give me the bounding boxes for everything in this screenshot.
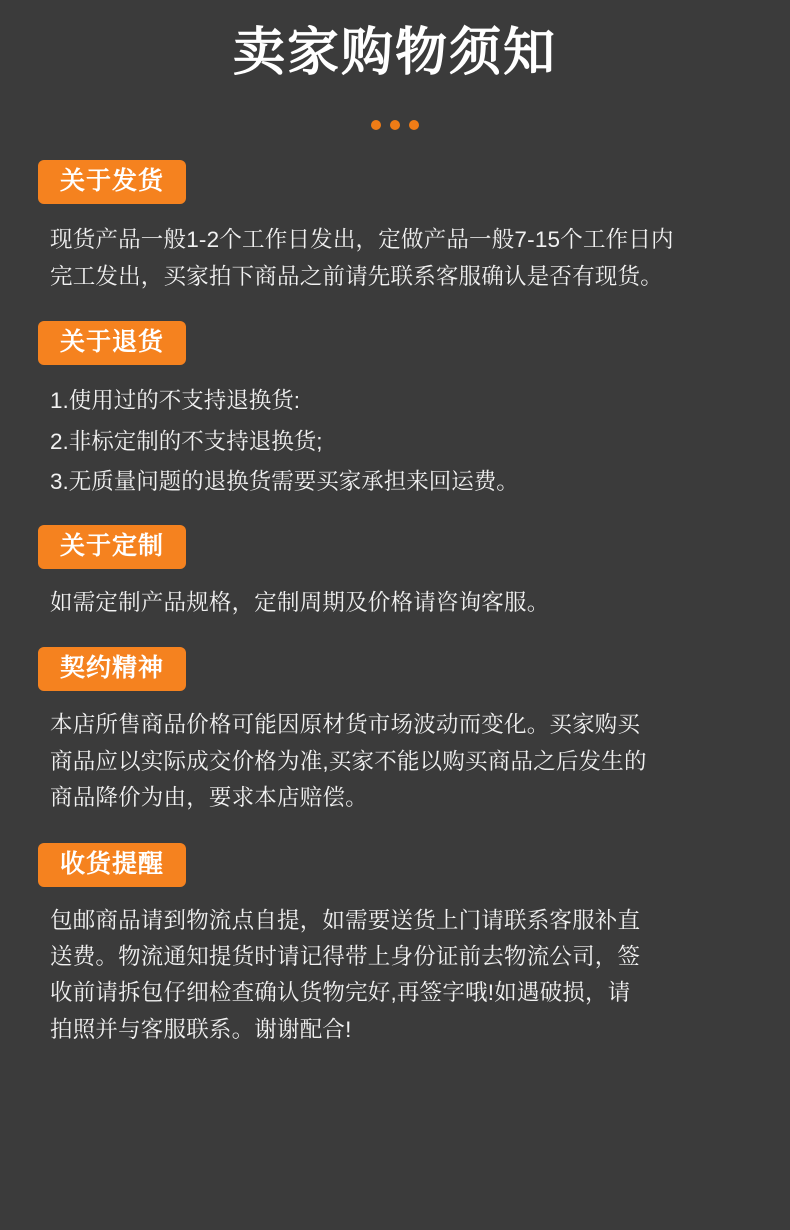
- section-contract-spirit: [38, 647, 752, 816]
- text-line: 完工发出，买家拍下商品之前请先联系客服确认是否有现货。: [50, 263, 663, 289]
- dot-icon: [390, 120, 400, 130]
- section-badge-delivery-reminder: 收货提醒: [38, 843, 186, 887]
- text-line: 现货产品一般1-2个工作日发出，定做产品一般7-15个工作日内: [50, 227, 674, 253]
- dot-icon: [371, 120, 381, 130]
- page-title: 卖家购物须知: [232, 24, 557, 82]
- text-line: 送费。物流通知提货时请记得带上身份证前去物流公司，签: [50, 943, 641, 969]
- text-line: 如需定制产品规格，定制周期及价格请咨询客服。: [50, 589, 550, 615]
- section-badge-customization: 关于定制: [38, 525, 186, 569]
- text-line: 3.无质量问题的退换货需要买家承担来回运费。: [50, 469, 519, 495]
- text-line: 2.非标定制的不支持退换货;: [50, 428, 323, 454]
- text-line: 商品应以实际成交价格为准,买家不能以购买商品之后发生的: [50, 748, 647, 774]
- section-badge-contract-spirit: 契约精神: [38, 647, 186, 691]
- text-line: 1.使用过的不支持退换货:: [50, 388, 301, 414]
- section-body-shipping: [38, 222, 752, 295]
- section-badge-returns: 关于退货: [38, 321, 186, 365]
- text-line: 收前请拆包仔细检查确认货物完好,再签字哦!如遇破损，请: [50, 980, 631, 1006]
- section-customization: [38, 525, 752, 621]
- section-body-delivery-reminder: [38, 903, 752, 1049]
- text-line: 本店所售商品价格可能因原材货市场波动而变化。买家购买: [50, 712, 641, 738]
- three-dots-divider: [38, 120, 752, 130]
- section-body-contract-spirit: [38, 707, 752, 816]
- text-line: 包邮商品请到物流点自提，如需要送货上门请联系客服补直: [50, 907, 641, 933]
- text-line: 商品降价为由，要求本店赔偿。: [50, 785, 368, 811]
- section-badge-shipping: 关于发货: [38, 160, 186, 204]
- section-shipping: [38, 160, 752, 295]
- section-returns: [38, 321, 752, 503]
- text-line: 拍照并与客服联系。谢谢配合!: [50, 1016, 352, 1042]
- section-delivery-reminder: [38, 843, 752, 1049]
- section-body-customization: [38, 585, 752, 621]
- section-body-returns: [38, 381, 752, 503]
- dot-icon: [409, 120, 419, 130]
